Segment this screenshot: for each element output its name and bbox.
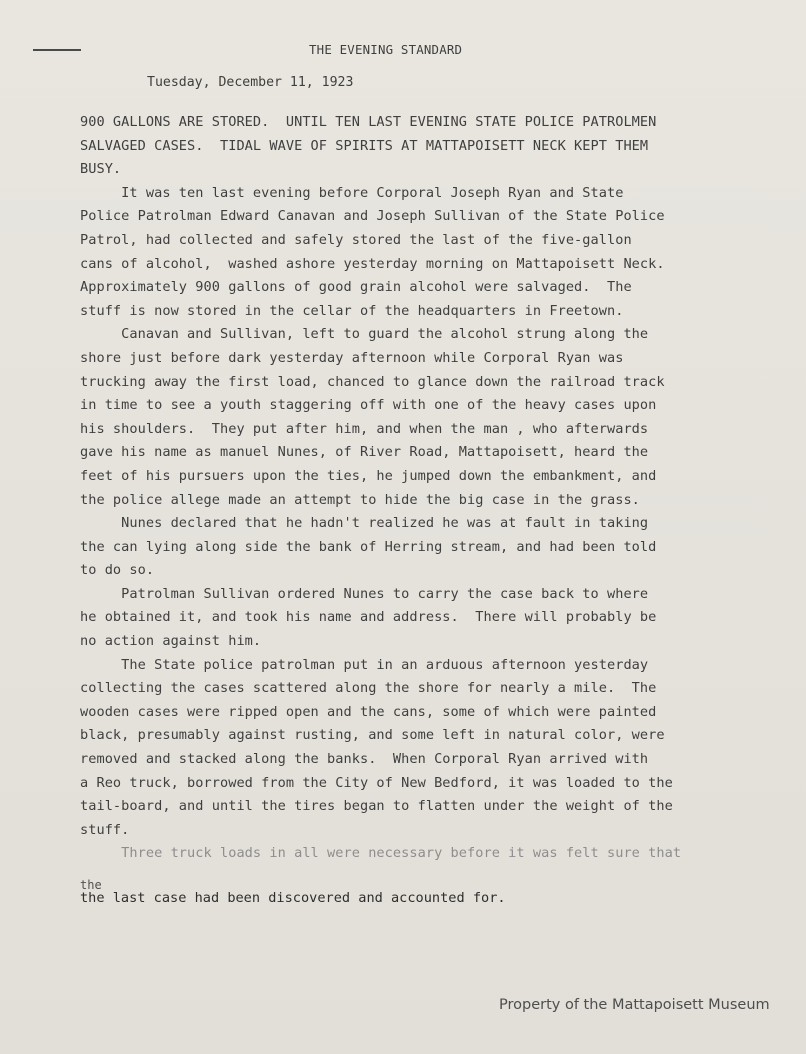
- article-line: no action against him.: [80, 633, 262, 650]
- article-line: feet of his pursuers upon the ties, he jumped down the embankment, and: [80, 467, 657, 484]
- overstrike-correction: the: [80, 878, 102, 892]
- article-line: the can lying along side the bank of Herring stream, and had been told: [80, 538, 657, 555]
- article-line: collecting the cases scattered along the shore for nearly a mile. The: [80, 680, 657, 697]
- article-line: stuff is now stored in the cellar of the headquarters in Freetown.: [80, 302, 624, 319]
- article-line: wooden cases were ripped open and the cans, some of which were painted: [80, 703, 657, 720]
- article-line: Canavan and Sullivan, left to guard the alcohol strung along the: [80, 326, 649, 343]
- article-line: in time to see a youth staggering off with one of the heavy cases upon: [80, 397, 657, 414]
- dateline: Tuesday, December 11, 1923: [147, 75, 354, 90]
- article-line: trucking away the first load, chanced to glance down the railroad track: [80, 373, 665, 390]
- article-line: his shoulders. They put after him, and when the man , who afterwards: [80, 420, 649, 437]
- article-line: tail-board, and until the tires began to flatten under the weight of the: [80, 798, 673, 815]
- margin-dash: [33, 49, 81, 51]
- article-line: SALVAGED CASES. TIDAL WAVE OF SPIRITS AT MATTAPOISETT NECK KEPT THEM: [80, 137, 649, 154]
- article-line: the police allege made an attempt to hide the big case in the grass.: [80, 491, 640, 508]
- article-body: [80, 111, 780, 866]
- article-line: 900 GALLONS ARE STORED. UNTIL TEN LAST EVENING STATE POLICE PATROLMEN: [80, 114, 657, 130]
- article-line: cans of alcohol, washed ashore yesterday morning on Mattapoisett Neck.: [80, 255, 665, 272]
- article-line: stuff.: [80, 821, 130, 838]
- article-final-line: the last case had been discovered and accounted for.: [80, 890, 506, 906]
- article-line: Patrol, had collected and safely stored the last of the five-gallon: [80, 231, 632, 248]
- article-line: Approximately 900 gallons of good grain alcohol were salvaged. The: [80, 279, 632, 296]
- article-line: Nunes declared that he hadn't realized he was at fault in taking: [80, 515, 649, 532]
- article-line: Police Patrolman Edward Canavan and Joseph Sullivan of the State Police: [80, 208, 665, 225]
- article-line: Patrolman Sullivan ordered Nunes to carry the case back to where: [80, 585, 649, 602]
- article-line: shore just before dark yesterday afternoon while Corporal Ryan was: [80, 349, 624, 366]
- article-line: a Reo truck, borrowed from the City of New Bedford, it was loaded to the: [80, 774, 673, 791]
- article-line: he obtained it, and took his name and address. There will probably be: [80, 609, 657, 626]
- article-line: black, presumably against rusting, and some left in natural color, were: [80, 727, 665, 744]
- article-line: to do so.: [80, 562, 155, 579]
- article-line: BUSY.: [80, 161, 122, 178]
- article-line: It was ten last evening before Corporal Joseph Ryan and State: [80, 184, 624, 201]
- article-line: Three truck loads in all were necessary before it was felt sure that: [80, 845, 682, 862]
- article-line: gave his name as manuel Nunes, of River Road, Mattapoisett, heard the: [80, 444, 649, 461]
- article-line: The State police patrolman put in an arduous afternoon yesterday: [80, 656, 649, 673]
- museum-watermark: Property of the Mattapoisett Museum: [499, 997, 770, 1013]
- article-line: removed and stacked along the banks. When Corporal Ryan arrived with: [80, 751, 649, 768]
- masthead: THE EVENING STANDARD: [309, 42, 463, 57]
